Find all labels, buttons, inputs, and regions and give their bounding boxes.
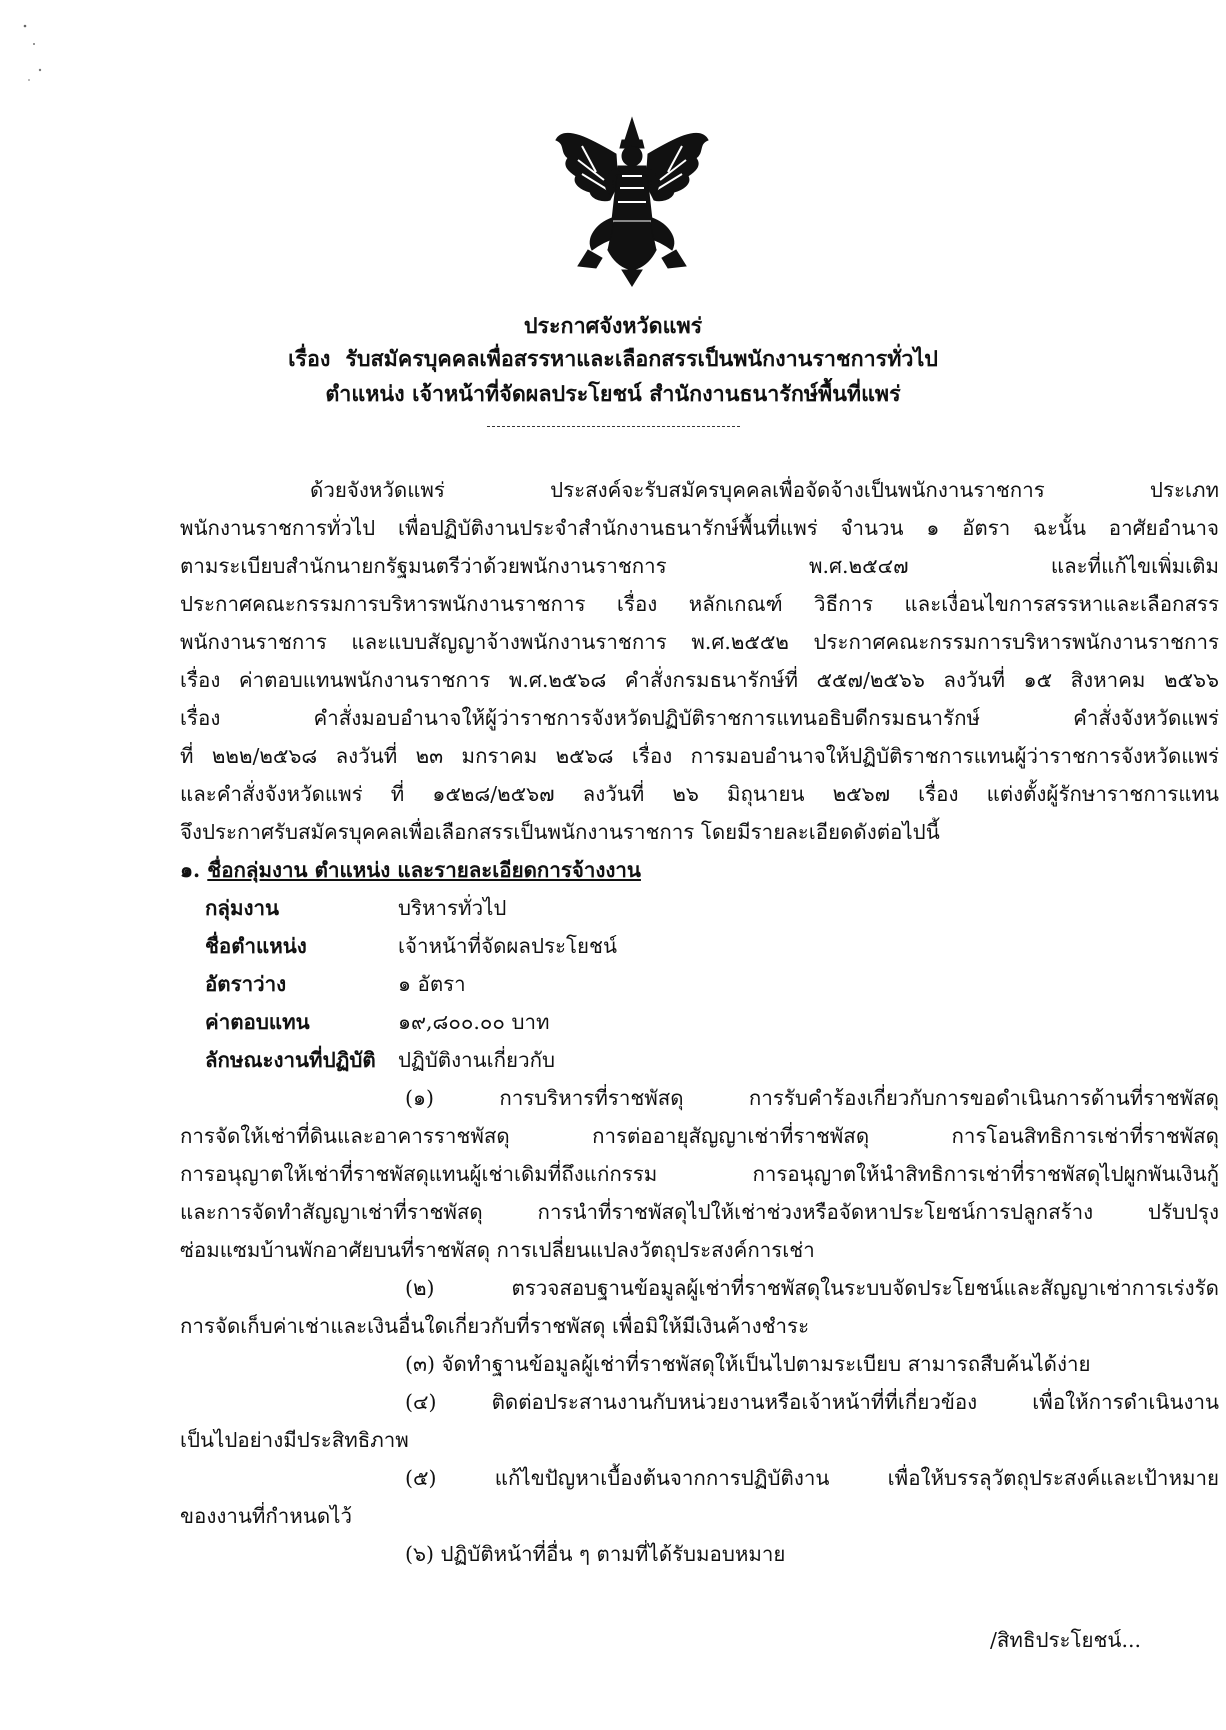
scan-specks (20, 20, 60, 90)
title-separator (487, 426, 740, 427)
announcement-subject (0, 345, 1226, 375)
body-line: ประกาศคณะกรรมการบริหารพนักงานราชการ เรื่อง หลักเกณฑ์ วิธีการ และเงื่อนไขการสรรหาและเลือกสรร (180, 592, 1219, 616)
duty-item-5: (๕) แก้ไขปัญหาเบื้องต้นจากการปฏิบัติงาน เพื่อให้บรรลุวัตถุประสงค์และเป้าหมาย (405, 1466, 1219, 1490)
duties-label: ลักษณะงานที่ปฏิบัติ (205, 1048, 376, 1072)
duty-item-1-line: ซ่อมแซมบ้านพักอาศัยบนที่ราชพัสดุ การเปลี่ยนแปลงวัตถุประสงค์การเช่า (180, 1238, 815, 1262)
position-value: เจ้าหน้าที่จัดผลประโยชน์ (398, 934, 617, 958)
vacancy-value: ๑ อัตรา (398, 972, 466, 996)
vacancy-label: อัตราว่าง (205, 972, 287, 996)
body-line: และคำสั่งจังหวัดแพร่ ที่ ๑๕๒๘/๒๕๖๗ ลงวันที่ ๒๖ มิถุนายน ๒๕๖๗ เรื่อง แต่งตั้งผู้รักษาราชการแทน (180, 782, 1219, 806)
body-line: จึงประกาศรับสมัครบุคคลเพื่อเลือกสรรเป็นพนักงานราชการ โดยมีรายละเอียดดังต่อไปนี้ (180, 820, 940, 844)
group-label: กลุ่มงาน (205, 896, 280, 920)
duty-item-4-line: เป็นไปอย่างมีประสิทธิภาพ (180, 1428, 409, 1452)
body-line: เรื่อง ค่าตอบแทนพนักงานราชการ พ.ศ.๒๕๖๘ คำสั่งกรมธนารักษ์ที่ ๕๕๗/๒๕๖๖ ลงวันที่ ๑๕ สิงหาคม ๒๕๖๖ (180, 668, 1219, 692)
salary-label: ค่าตอบแทน (205, 1010, 310, 1034)
duty-item-1-line: การอนุญาตให้เช่าที่ราชพัสดุแทนผู้เช่าเดิมที่ถึงแก่กรรม การอนุญาตให้นำสิทธิการเช่าที่ราชพัสดุไปผูกพันเงินกู้ (180, 1162, 1219, 1186)
section-number: ๑. (180, 858, 201, 882)
group-value: บริหารทั่วไป (398, 896, 507, 920)
duty-item-4: (๔) ติดต่อประสานงานกับหน่วยงานหรือเจ้าหน้าที่ที่เกี่ยวข้อง เพื่อให้การดำเนินงาน (405, 1390, 1219, 1414)
duty-item-2: (๒) ตรวจสอบฐานข้อมูลผู้เช่าที่ราชพัสดุในระบบจัดประโยชน์และสัญญาเช่าการเร่งรัด (405, 1276, 1219, 1300)
duty-item-5-line: ของงานที่กำหนดไว้ (180, 1504, 352, 1528)
duty-item-1-line: การจัดให้เช่าที่ดินและอาคารราชพัสดุ การต่ออายุสัญญาเช่าที่ราชพัสดุ การโอนสิทธิการเช่าที่ราชพัสดุ (180, 1124, 1219, 1148)
body-line: พนักงานราชการทั่วไป เพื่อปฏิบัติงานประจำสำนักงานธนารักษ์พื้นที่แพร่ จำนวน ๑ อัตรา ฉะนั้น อาศัยอำนาจ (180, 516, 1219, 540)
section-title: ชื่อกลุ่มงาน ตำแหน่ง และรายละเอียดการจ้างงาน (207, 858, 641, 882)
duty-item-3: (๓) จัดทำฐานข้อมูลผู้เช่าที่ราชพัสดุให้เป็นไปตามระเบียบ สามารถสืบค้นได้ง่าย (405, 1352, 1091, 1376)
subject-prefix: เรื่อง (288, 347, 331, 372)
duties-value: ปฏิบัติงานเกี่ยวกับ (398, 1048, 556, 1072)
body-line: ที่ ๒๒๒/๒๕๖๘ ลงวันที่ ๒๓ มกราคม ๒๕๖๘ เรื่อง การมอบอำนาจให้ปฏิบัติราชการแทนผู้ว่าราชการจังหวัดแพร่ (180, 744, 1219, 768)
continuation-note: /สิทธิประโยชน์... (990, 1628, 1141, 1652)
position-label: ชื่อตำแหน่ง (205, 934, 307, 958)
duty-item-1-line: และการจัดทำสัญญาเช่าที่ราชพัสดุ การนำที่ราชพัสดุไปให้เช่าช่วงหรือจัดหาประโยชน์การปลูกสร้าง ปรับปรุง (180, 1200, 1219, 1224)
body-line: ตามระเบียบสำนักนายกรัฐมนตรีว่าด้วยพนักงานราชการ พ.ศ.๒๕๔๗ และที่แก้ไขเพิ่มเติม (180, 554, 1219, 578)
subject-text: รับสมัครบุคคลเพื่อสรรหาและเลือกสรรเป็นพนักงานราชการทั่วไป (345, 347, 938, 372)
announcement-title: ประกาศจังหวัดแพร่ (523, 314, 703, 339)
section-heading (180, 855, 641, 885)
body-line: เรื่อง คำสั่งมอบอำนาจให้ผู้ว่าราชการจังหวัดปฏิบัติราชการแทนอธิบดีกรมธนารักษ์ คำสั่งจังหวัดแพร่ (180, 706, 1219, 730)
salary-value: ๑๙,๘๐๐.๐๐ บาท (398, 1010, 550, 1034)
duty-item-1: (๑) การบริหารที่ราชพัสดุ การรับคำร้องเกี่ยวกับการขอดำเนินการด้านที่ราชพัสดุ (405, 1086, 1219, 1110)
body-line: ด้วยจังหวัดแพร่ ประสงค์จะรับสมัครบุคคลเพื่อจัดจ้างเป็นพนักงานราชการ ประเภท (310, 478, 1219, 502)
duty-item-6: (๖) ปฏิบัติหน้าที่อื่น ๆ ตามที่ได้รับมอบหมาย (405, 1542, 786, 1566)
body-line: พนักงานราชการ และแบบสัญญาจ้างพนักงานราชการ พ.ศ.๒๕๕๒ ประกาศคณะกรรมการบริหารพนักงานราชการ (180, 630, 1219, 654)
duty-item-2-line: การจัดเก็บค่าเช่าและเงินอื่นใดเกี่ยวกับที่ราชพัสดุ เพื่อมิให้มีเงินค้างชำระ (180, 1314, 810, 1338)
position-line: ตำแหน่ง เจ้าหน้าที่จัดผลประโยชน์ สำนักงานธนารักษ์พื้นที่แพร่ (325, 382, 901, 407)
garuda-emblem-icon (552, 110, 712, 290)
